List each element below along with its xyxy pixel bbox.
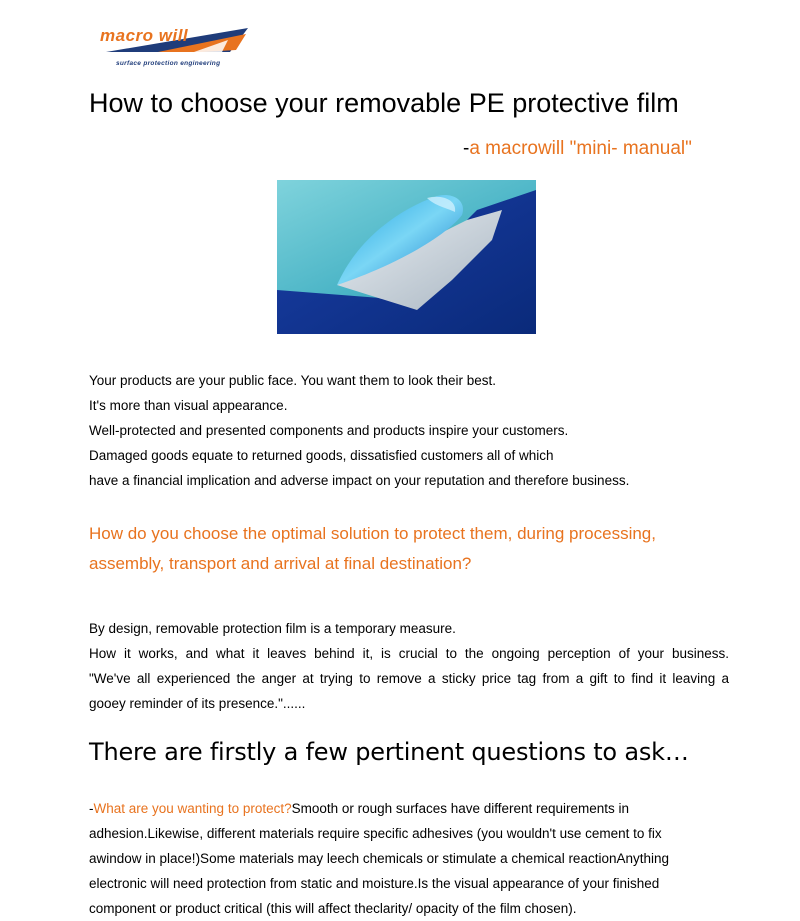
key-question — [89, 519, 729, 579]
protect-prefix: - — [89, 801, 94, 816]
page-subtitle — [463, 138, 692, 160]
protect-line — [89, 796, 689, 821]
subtitle-dash: - — [463, 138, 470, 159]
protect-line: component or product critical (this will affect theclarity/ opacity of the film chosen). — [89, 901, 577, 916]
logo-tagline: surface protection engineering — [116, 60, 221, 67]
design-line: How it works, and what it leaves behind it, is crucial to the ongoing perception of your business. — [89, 646, 729, 661]
design-line: gooey reminder of its presence."...... — [89, 696, 306, 711]
logo-brand-text: macro will — [100, 26, 189, 45]
protect-line: adhesion.Likewise, different materials require specific adhesives (you wouldn't use cement to fix — [89, 826, 662, 841]
subtitle-text: a macrowill "mini- manual" — [469, 138, 692, 159]
protect-line: electronic will need protection from static and moisture.Is the visual appearance of your finished — [89, 876, 660, 891]
section-heading: There are firstly a few pertinent questions to ask… — [89, 738, 689, 766]
protect-highlight: What are you wanting to protect? — [93, 801, 292, 816]
protect-line-rest: Smooth or rough surfaces have different requirements in — [291, 801, 630, 816]
intro-line: Your products are your public face. You want them to look their best. — [89, 373, 496, 388]
intro-paragraph — [89, 368, 729, 493]
intro-line: Damaged goods equate to returned goods, dissatisfied customers all of which — [89, 448, 554, 463]
design-line: "We've all experienced the anger at trying to remove a sticky price tag from a gift to find it leaving a — [89, 671, 729, 686]
intro-line: have a financial implication and adverse impact on your reputation and therefore business. — [89, 473, 630, 488]
design-line: By design, removable protection film is a temporary measure. — [89, 621, 456, 636]
design-paragraph — [89, 616, 729, 716]
key-question-line: assembly, transport and arrival at final destination? — [89, 554, 472, 573]
protect-line: awindow in place!)Some materials may leech chemicals or stimulate a chemical reactionAnything — [89, 851, 670, 866]
protect-question-paragraph — [89, 796, 689, 921]
intro-line: It's more than visual appearance. — [89, 398, 288, 413]
protective-film-photo — [277, 180, 536, 334]
key-question-line: How do you choose the optimal solution to protect them, during processing, — [89, 524, 656, 543]
intro-line: Well-protected and presented components and products inspire your customers. — [89, 423, 569, 438]
macrowill-logo — [98, 22, 258, 74]
page-title: How to choose your removable PE protective film — [89, 88, 679, 118]
